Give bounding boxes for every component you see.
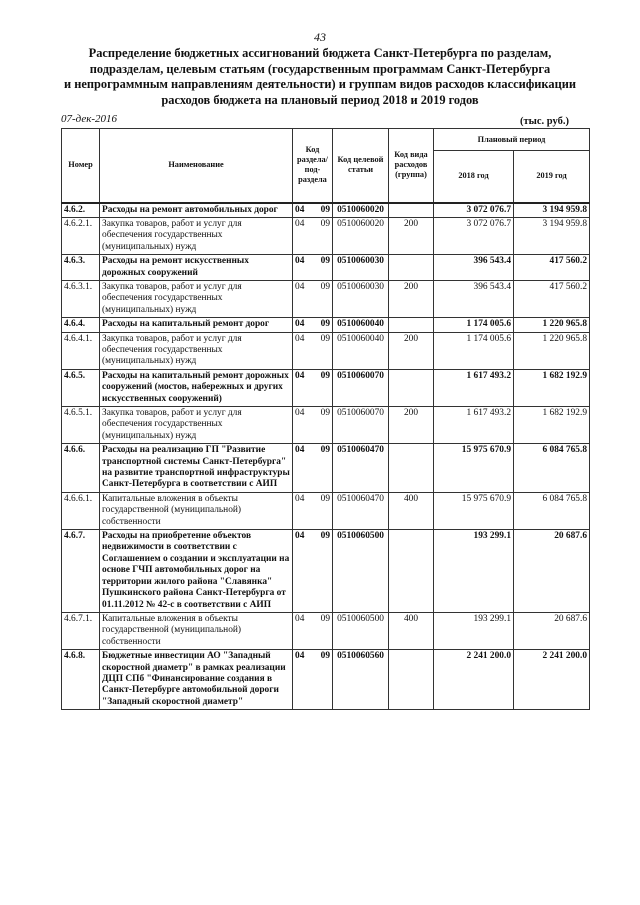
- subsection-code: 09: [320, 408, 330, 418]
- row-section-code: [293, 318, 333, 332]
- row-section-code: [293, 280, 333, 317]
- row-target-code: 0510060470: [333, 444, 389, 493]
- row-value-2019: 20 687.6: [514, 612, 590, 649]
- row-number: 4.6.3.: [62, 255, 100, 281]
- row-target-code: 0510060020: [333, 217, 389, 254]
- row-section-code: [293, 444, 333, 493]
- row-expense-type: 400: [389, 612, 434, 649]
- title-line-4: расходов бюджета на плановый период 2018 и 2019 годов: [161, 92, 479, 107]
- row-target-code: 0510060470: [333, 492, 389, 529]
- row-value-2018: 1 174 005.6: [434, 332, 514, 369]
- row-number: 4.6.7.1.: [62, 612, 100, 649]
- row-target-code: 0510060500: [333, 530, 389, 613]
- row-value-2018: 15 975 670.9: [434, 444, 514, 493]
- row-name: Расходы на реализацию ГП "Развитие транспортной системы Санкт-Петербурга" на развитие транспортной инфраструктуры Санкт-Петербурга в соответствии с АИП: [100, 444, 293, 493]
- row-number: 4.6.8.: [62, 650, 100, 710]
- row-name: Бюджетные инвестиции АО "Западный скоростной диаметр" в рамках реализации ДЦП СПб "Финансирование создания в Санкт-Петербурге автомобильной дороги "Западный скоростной диаметр": [100, 650, 293, 710]
- row-number: 4.6.5.: [62, 369, 100, 406]
- row-number: 4.6.4.1.: [62, 332, 100, 369]
- row-expense-type: 200: [389, 407, 434, 444]
- table-row: [62, 650, 590, 710]
- subsection-code: 09: [320, 333, 330, 344]
- row-section-code: [293, 203, 333, 218]
- subsection-code: 09: [320, 204, 330, 215]
- subsection-code: 09: [320, 218, 330, 229]
- section-code: 04: [295, 333, 305, 344]
- row-name: Закупка товаров, работ и услуг для обеспечения государственных (муниципальных) нужд: [100, 332, 293, 369]
- row-value-2019: 1 220 965.8: [514, 332, 590, 369]
- header-section-code: Код раздела/ под- раздела: [293, 129, 333, 203]
- subsection-code: 09: [320, 531, 330, 542]
- header-target-code: Код целевой статьи: [333, 129, 389, 203]
- table-row: [62, 492, 590, 529]
- row-number: 4.6.5.1.: [62, 407, 100, 444]
- title-line-2: подразделам, целевым статьям (государственным программам Санкт-Петербурга: [89, 61, 551, 76]
- section-code: 04: [295, 613, 305, 624]
- row-target-code: 0510060040: [333, 318, 389, 332]
- row-section-code: [293, 369, 333, 406]
- row-value-2019: 1 682 192.9: [514, 369, 590, 406]
- table-row: [62, 369, 590, 406]
- row-name: Расходы на капитальный ремонт дорог: [100, 318, 293, 332]
- row-value-2018: 193 299.1: [434, 530, 514, 613]
- row-value-2018: 396 543.4: [434, 255, 514, 281]
- units-label: (тыс. руб.): [520, 116, 569, 127]
- row-value-2019: 1 220 965.8: [514, 318, 590, 332]
- row-expense-type: 200: [389, 332, 434, 369]
- row-expense-type: [389, 255, 434, 281]
- row-value-2018: 15 975 670.9: [434, 492, 514, 529]
- row-expense-type: [389, 318, 434, 332]
- row-value-2019: 6 084 765.8: [514, 444, 590, 493]
- row-target-code: 0510060070: [333, 407, 389, 444]
- row-section-code: [293, 492, 333, 529]
- row-value-2019: 2 241 200.0: [514, 650, 590, 710]
- table-row: [62, 530, 590, 613]
- budget-table: [61, 128, 590, 710]
- row-target-code: 0510060020: [333, 203, 389, 218]
- table-row: [62, 612, 590, 649]
- subsection-code: 09: [320, 651, 330, 662]
- row-number: 4.6.7.: [62, 530, 100, 613]
- subsection-code: 09: [320, 281, 330, 292]
- table-body: [62, 203, 590, 710]
- row-expense-type: 400: [389, 492, 434, 529]
- row-number: 4.6.4.: [62, 318, 100, 332]
- row-value-2019: 3 194 959.8: [514, 217, 590, 254]
- subsection-code: 09: [320, 256, 330, 267]
- row-value-2018: 1 174 005.6: [434, 318, 514, 332]
- header-expense-type: Код вида расходов (группа): [389, 129, 434, 203]
- section-code: 04: [295, 493, 305, 504]
- header-number: Номер: [62, 129, 100, 203]
- table-row: [62, 444, 590, 493]
- row-target-code: 0510060560: [333, 650, 389, 710]
- table-row: [62, 217, 590, 254]
- table-row: [62, 332, 590, 369]
- document-date: 07-дек-2016: [61, 113, 118, 125]
- row-number: 4.6.2.1.: [62, 217, 100, 254]
- header-year-2018: 2018 год: [434, 151, 514, 203]
- header-name: Наименование: [100, 129, 293, 203]
- row-target-code: 0510060030: [333, 280, 389, 317]
- row-value-2018: 3 072 076.7: [434, 203, 514, 218]
- row-number: 4.6.3.1.: [62, 280, 100, 317]
- subsection-code: 09: [320, 319, 330, 330]
- row-target-code: 0510060500: [333, 612, 389, 649]
- subsection-code: 09: [320, 493, 330, 504]
- row-value-2018: 2 241 200.0: [434, 650, 514, 710]
- row-expense-type: [389, 650, 434, 710]
- row-expense-type: 200: [389, 217, 434, 254]
- row-section-code: [293, 255, 333, 281]
- row-number: 4.6.2.: [62, 203, 100, 218]
- subsection-code: 09: [320, 445, 330, 456]
- table-header: [62, 129, 590, 203]
- section-code: 04: [295, 319, 305, 330]
- row-name: Расходы на приобретение объектов недвижимости в соответствии с Соглашением о создании и эксплуатации на основе ГЧП автомобильных дорог на территории жилого района "Славянка" Пушкинского района Санкт-Петербурга от 01.11.2012 № 42-с в соответствии с АИП: [100, 530, 293, 613]
- subsection-code: 09: [320, 370, 330, 381]
- row-value-2018: 396 543.4: [434, 280, 514, 317]
- table-row: [62, 203, 590, 218]
- row-target-code: 0510060070: [333, 369, 389, 406]
- table-row: [62, 318, 590, 332]
- row-value-2019: 1 682 192.9: [514, 407, 590, 444]
- title-line-1: Распределение бюджетных ассигнований бюджета Санкт-Петербурга по разделам,: [88, 46, 552, 60]
- row-section-code: [293, 407, 333, 444]
- row-section-code: [293, 332, 333, 369]
- row-target-code: 0510060030: [333, 255, 389, 281]
- row-expense-type: [389, 444, 434, 493]
- section-code: 04: [295, 256, 305, 267]
- row-expense-type: [389, 369, 434, 406]
- row-value-2019: 417 560.2: [514, 280, 590, 317]
- section-code: 04: [295, 204, 305, 215]
- row-name: Расходы на ремонт автомобильных дорог: [100, 203, 293, 218]
- row-name: Закупка товаров, работ и услуг для обеспечения государственных (муниципальных) нужд: [100, 217, 293, 254]
- row-value-2018: 3 072 076.7: [434, 217, 514, 254]
- page-number: 43: [314, 30, 326, 44]
- section-code: 04: [295, 370, 305, 381]
- row-section-code: [293, 217, 333, 254]
- row-name: Капитальные вложения в объекты государственной (муниципальной) собственности: [100, 612, 293, 649]
- row-value-2019: 417 560.2: [514, 255, 590, 281]
- row-expense-type: [389, 530, 434, 613]
- section-code: 04: [295, 218, 305, 229]
- row-value-2018: 193 299.1: [434, 612, 514, 649]
- row-value-2019: 20 687.6: [514, 530, 590, 613]
- table-row: [62, 255, 590, 281]
- row-section-code: [293, 612, 333, 649]
- row-name: Расходы на ремонт искусственных дорожных сооружений: [100, 255, 293, 281]
- subsection-code: 09: [320, 613, 330, 624]
- row-name: Закупка товаров, работ и услуг для обеспечения государственных (муниципальных) нужд: [100, 407, 293, 444]
- row-value-2018: 1 617 493.2: [434, 407, 514, 444]
- section-code: 04: [295, 281, 305, 292]
- row-name: Закупка товаров, работ и услуг для обеспечения государственных (муниципальных) нужд: [100, 280, 293, 317]
- title-line-3: и непрограммным направлениям деятельности) и группам видов расходов классификации: [64, 77, 576, 91]
- row-expense-type: [389, 203, 434, 218]
- table-row: [62, 407, 590, 444]
- row-section-code: [293, 650, 333, 710]
- row-number: 4.6.6.: [62, 444, 100, 493]
- row-value-2018: 1 617 493.2: [434, 369, 514, 406]
- section-code: 04: [295, 531, 305, 542]
- section-code: 04: [295, 445, 305, 456]
- document-title: [40, 46, 600, 108]
- row-number: 4.6.6.1.: [62, 492, 100, 529]
- row-name: Капитальные вложения в объекты государственной (муниципальной) собственности: [100, 492, 293, 529]
- section-code: 04: [295, 651, 305, 662]
- row-expense-type: 200: [389, 280, 434, 317]
- header-planned-period: Плановый период: [434, 129, 590, 151]
- row-value-2019: 3 194 959.8: [514, 203, 590, 218]
- table-row: [62, 280, 590, 317]
- row-name: Расходы на капитальный ремонт дорожных сооружений (мостов, набережных и других искусственных сооружений): [100, 369, 293, 406]
- header-year-2019: 2019 год: [514, 151, 590, 203]
- section-code: 04: [295, 408, 305, 418]
- row-section-code: [293, 530, 333, 613]
- row-value-2019: 6 084 765.8: [514, 492, 590, 529]
- row-target-code: 0510060040: [333, 332, 389, 369]
